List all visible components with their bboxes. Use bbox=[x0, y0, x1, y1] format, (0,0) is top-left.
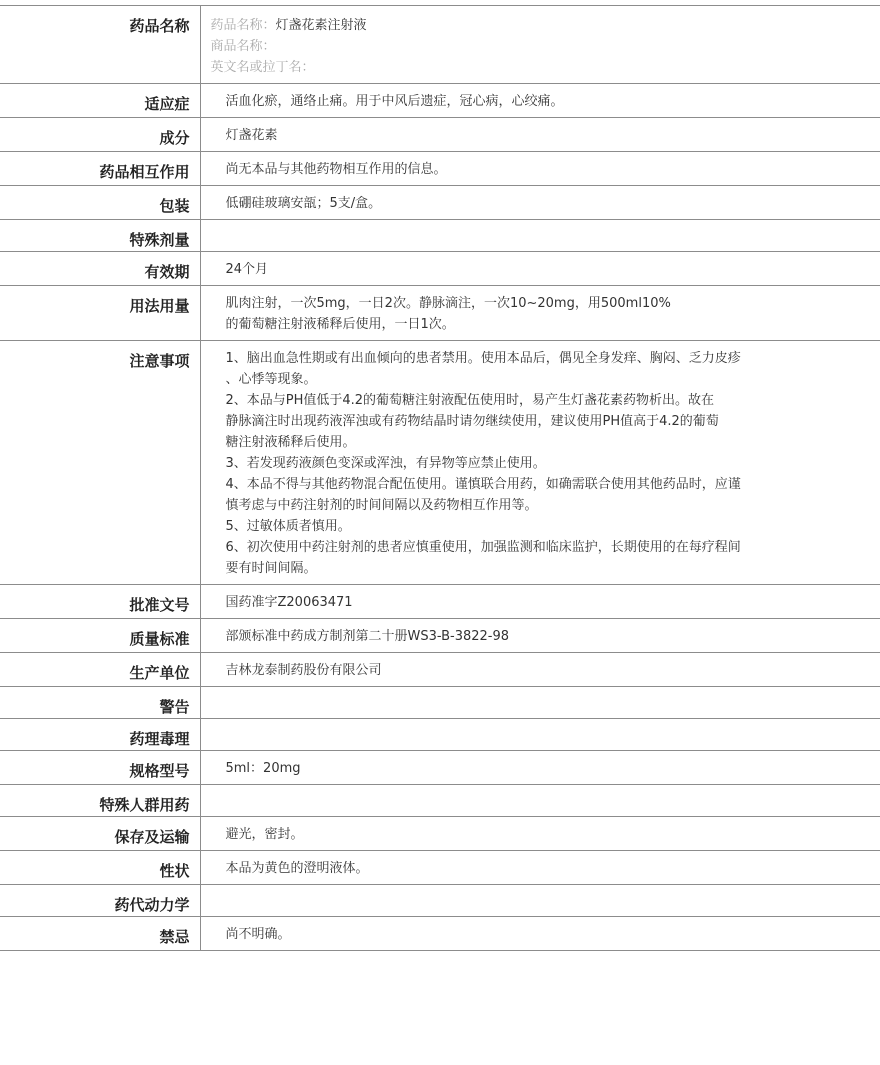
field-value-pharmacology bbox=[200, 719, 880, 751]
generic-name-line bbox=[211, 15, 785, 36]
value-line: 尚不明确。 bbox=[225, 927, 291, 942]
field-label: 特殊剂量 bbox=[0, 220, 200, 252]
info-row-appearance bbox=[0, 851, 880, 885]
info-row-ingredients bbox=[0, 118, 880, 152]
value-line: 24个月 bbox=[225, 262, 269, 277]
value-line: 1、脑出血急性期或有出血倾向的患者禁用。使用本品后，偶见全身发痒、胸闷、乏力皮疹 bbox=[225, 351, 741, 366]
field-value-contraindications bbox=[200, 917, 880, 951]
field-value-specification bbox=[200, 751, 880, 785]
value-line: 吉林龙泰制药股份有限公司 bbox=[225, 663, 382, 678]
field-label: 注意事项 bbox=[0, 341, 200, 585]
field-label: 性状 bbox=[0, 851, 200, 885]
field-value-name bbox=[200, 6, 880, 84]
field-label: 有效期 bbox=[0, 252, 200, 286]
field-value-indications bbox=[200, 84, 880, 118]
value-line: 4、本品不得与其他药物混合配伍使用。谨慎联合用药，如确需联合使用其他药品时，应谨 bbox=[225, 477, 741, 492]
field-label: 生产单位 bbox=[0, 653, 200, 687]
field-value-special_dosage bbox=[200, 220, 880, 252]
info-row-standard bbox=[0, 619, 880, 653]
english-name-line bbox=[211, 57, 785, 78]
field-value-appearance bbox=[200, 851, 880, 885]
value-line: 、心悸等现象。 bbox=[225, 372, 317, 387]
field-value-packaging bbox=[200, 186, 880, 220]
field-label: 质量标准 bbox=[0, 619, 200, 653]
info-row-special_groups bbox=[0, 785, 880, 817]
value-line: 要有时间间隔。 bbox=[225, 561, 317, 576]
english-name-label: 英文名或拉丁名： bbox=[210, 60, 315, 75]
info-row-manufacturer bbox=[0, 653, 880, 687]
info-row-packaging bbox=[0, 186, 880, 220]
value-line: 肌肉注射，一次5mg，一日2次。静脉滴注，一次10~20mg，用500ml10% bbox=[225, 296, 671, 311]
field-value-standard bbox=[200, 619, 880, 653]
field-label: 批准文号 bbox=[0, 585, 200, 619]
value-line: 静脉滴注时出现药液浑浊或有药物结晶时请勿继续使用，建议使用PH值高于4.2的葡萄 bbox=[225, 414, 719, 429]
value-line: 部颁标准中药成方制剂第二十册WS3-B-3822-98 bbox=[225, 629, 510, 644]
field-label: 药品名称 bbox=[0, 6, 200, 84]
field-value-special_groups bbox=[200, 785, 880, 817]
generic-name-value: 灯盏花素注射液 bbox=[275, 18, 367, 33]
generic-name-label: 药品名称： bbox=[210, 18, 276, 33]
value-line: 慎考虑与中药注射剂的时间间隔以及药物相互作用等。 bbox=[225, 498, 538, 513]
value-line: 6、初次使用中药注射剂的患者应慎重使用，加强监测和临床监护，长期使用的在每疗程间 bbox=[225, 540, 741, 555]
field-value-manufacturer bbox=[200, 653, 880, 687]
field-label: 用法用量 bbox=[0, 286, 200, 341]
info-row-name bbox=[0, 6, 880, 84]
value-line: 尚无本品与其他药物相互作用的信息。 bbox=[225, 162, 447, 177]
field-value-usage bbox=[200, 286, 880, 341]
drug-info-table bbox=[0, 5, 880, 951]
field-value-pharmacokinetics bbox=[200, 885, 880, 917]
field-label: 药代动力学 bbox=[0, 885, 200, 917]
field-label: 禁忌 bbox=[0, 917, 200, 951]
field-value-storage bbox=[200, 817, 880, 851]
field-label: 适应症 bbox=[0, 84, 200, 118]
value-line: 本品为黄色的澄明液体。 bbox=[225, 861, 369, 876]
info-row-pharmacology bbox=[0, 719, 880, 751]
value-line: 避光，密封。 bbox=[225, 827, 304, 842]
info-row-precautions bbox=[0, 341, 880, 585]
field-label: 特殊人群用药 bbox=[0, 785, 200, 817]
field-value-ingredients bbox=[200, 118, 880, 152]
value-line: 灯盏花素 bbox=[225, 128, 278, 143]
trade-name-line bbox=[211, 36, 785, 57]
field-label: 药理毒理 bbox=[0, 719, 200, 751]
info-row-special_dosage bbox=[0, 220, 880, 252]
value-line: 国药准字Z20063471 bbox=[225, 595, 353, 610]
field-label: 药品相互作用 bbox=[0, 152, 200, 186]
field-value-approval bbox=[200, 585, 880, 619]
value-line: 活血化瘀，通络止痛。用于中风后遗症，冠心病，心绞痛。 bbox=[225, 94, 564, 109]
info-row-validity bbox=[0, 252, 880, 286]
field-label: 规格型号 bbox=[0, 751, 200, 785]
info-row-storage bbox=[0, 817, 880, 851]
info-row-indications bbox=[0, 84, 880, 118]
value-line: 糖注射液稀释后使用。 bbox=[225, 435, 356, 450]
field-label: 警告 bbox=[0, 687, 200, 719]
drug-info-rows bbox=[0, 6, 880, 951]
value-line: 2、本品与PH值低于4.2的葡萄糖注射液配伍使用时，易产生灯盏花素药物析出。故在 bbox=[225, 393, 715, 408]
info-row-interactions bbox=[0, 152, 880, 186]
info-row-pharmacokinetics bbox=[0, 885, 880, 917]
field-value-warning bbox=[200, 687, 880, 719]
value-line: 低硼硅玻璃安瓿；5支/盒。 bbox=[225, 196, 382, 211]
field-value-precautions bbox=[200, 341, 880, 585]
field-value-validity bbox=[200, 252, 880, 286]
field-label: 成分 bbox=[0, 118, 200, 152]
value-line: 3、若发现药液颜色变深或浑浊，有异物等应禁止使用。 bbox=[225, 456, 546, 471]
info-row-specification bbox=[0, 751, 880, 785]
value-line: 5ml：20mg bbox=[225, 761, 301, 776]
info-row-warning bbox=[0, 687, 880, 719]
field-value-interactions bbox=[200, 152, 880, 186]
info-row-approval bbox=[0, 585, 880, 619]
field-label: 保存及运输 bbox=[0, 817, 200, 851]
field-label: 包装 bbox=[0, 186, 200, 220]
info-row-contraindications bbox=[0, 917, 880, 951]
value-line: 的葡萄糖注射液稀释后使用，一日1次。 bbox=[225, 317, 455, 332]
info-row-usage bbox=[0, 286, 880, 341]
trade-name-label: 商品名称： bbox=[210, 39, 276, 54]
value-line: 5、过敏体质者慎用。 bbox=[225, 519, 351, 534]
